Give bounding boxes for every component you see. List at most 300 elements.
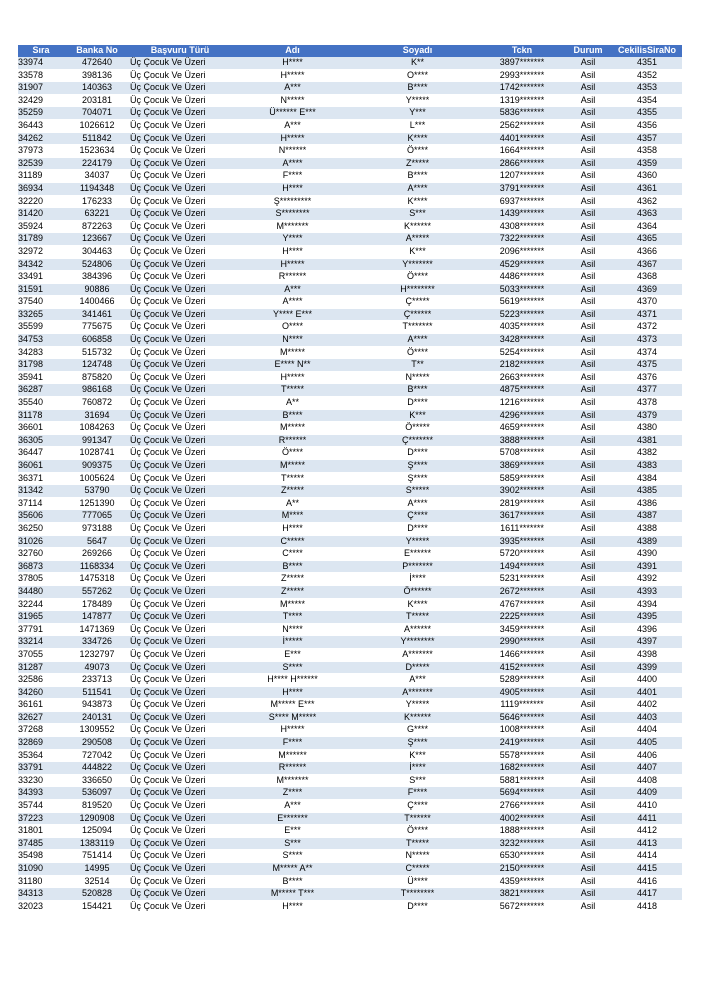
- cell-banka-no: 875820: [64, 371, 130, 384]
- cell-adi: M*****: [230, 346, 355, 359]
- table-row: [18, 132, 682, 145]
- cell-durum: Asil: [564, 245, 612, 258]
- cell-banka-no: 775675: [64, 321, 130, 334]
- cell-banka-no: 1194348: [64, 182, 130, 195]
- cell-sira: 36934: [18, 182, 64, 195]
- cell-durum: Asil: [564, 875, 612, 888]
- cell-basvuru-turu: Üç Çocuk Ve Üzeri: [130, 787, 230, 800]
- cell-basvuru-turu: Üç Çocuk Ve Üzeri: [130, 737, 230, 750]
- cell-durum: Asil: [564, 434, 612, 447]
- table-row: [18, 359, 682, 372]
- cell-cekilis-sira-no: 4415: [612, 863, 682, 876]
- cell-adi: Ş*********: [230, 195, 355, 208]
- cell-basvuru-turu: Üç Çocuk Ve Üzeri: [130, 573, 230, 586]
- cell-basvuru-turu: Üç Çocuk Ve Üzeri: [130, 762, 230, 775]
- cell-sira: 37114: [18, 497, 64, 510]
- cell-cekilis-sira-no: 4388: [612, 522, 682, 535]
- cell-banka-no: 34037: [64, 170, 130, 183]
- cell-banka-no: 1471369: [64, 623, 130, 636]
- cell-basvuru-turu: Üç Çocuk Ve Üzeri: [130, 636, 230, 649]
- cell-adi: M*****: [230, 598, 355, 611]
- cell-tckn: 6530*******: [480, 850, 564, 863]
- cell-tckn: 5672*******: [480, 900, 564, 913]
- cell-soyadi: A******: [355, 623, 480, 636]
- cell-tckn: 5720*******: [480, 548, 564, 561]
- cell-soyadi: A****: [355, 497, 480, 510]
- cell-soyadi: Ş****: [355, 737, 480, 750]
- cell-sira: 32586: [18, 674, 64, 687]
- cell-cekilis-sira-no: 4417: [612, 888, 682, 901]
- cell-banka-no: 704071: [64, 107, 130, 120]
- table-row: [18, 900, 682, 913]
- cell-adi: E***: [230, 648, 355, 661]
- cell-banka-no: 777065: [64, 510, 130, 523]
- table-row: [18, 57, 682, 69]
- cell-tckn: 1439*******: [480, 208, 564, 221]
- cell-sira: 31965: [18, 611, 64, 624]
- cell-banka-no: 63221: [64, 208, 130, 221]
- table-row: [18, 522, 682, 535]
- header-cekilis-sira-no: CekilisSiraNo: [612, 45, 682, 57]
- cell-sira: 37268: [18, 724, 64, 737]
- cell-cekilis-sira-no: 4352: [612, 69, 682, 82]
- cell-soyadi: A*****: [355, 233, 480, 246]
- cell-soyadi: C*****: [355, 863, 480, 876]
- cell-basvuru-turu: Üç Çocuk Ve Üzeri: [130, 560, 230, 573]
- cell-durum: Asil: [564, 296, 612, 309]
- cell-tckn: 4359*******: [480, 875, 564, 888]
- cell-adi: A****: [230, 157, 355, 170]
- cell-cekilis-sira-no: 4394: [612, 598, 682, 611]
- cell-tckn: 2663*******: [480, 371, 564, 384]
- cell-cekilis-sira-no: 4385: [612, 485, 682, 498]
- cell-banka-no: 973188: [64, 522, 130, 535]
- cell-soyadi: H********: [355, 283, 480, 296]
- cell-soyadi: N*****: [355, 371, 480, 384]
- cell-sira: 31801: [18, 825, 64, 838]
- cell-basvuru-turu: Üç Çocuk Ve Üzeri: [130, 94, 230, 107]
- cell-banka-no: 1084263: [64, 422, 130, 435]
- table-row: [18, 208, 682, 221]
- cell-sira: 31178: [18, 409, 64, 422]
- cell-soyadi: D****: [355, 447, 480, 460]
- cell-tckn: 3902*******: [480, 485, 564, 498]
- cell-basvuru-turu: Üç Çocuk Ve Üzeri: [130, 674, 230, 687]
- cell-tckn: 2866*******: [480, 157, 564, 170]
- cell-sira: 32220: [18, 195, 64, 208]
- cell-soyadi: B****: [355, 170, 480, 183]
- cell-soyadi: S*****: [355, 485, 480, 498]
- cell-cekilis-sira-no: 4408: [612, 774, 682, 787]
- cell-durum: Asil: [564, 497, 612, 510]
- cell-basvuru-turu: Üç Çocuk Ve Üzeri: [130, 510, 230, 523]
- cell-basvuru-turu: Üç Çocuk Ve Üzeri: [130, 69, 230, 82]
- cell-adi: B****: [230, 875, 355, 888]
- cell-tckn: 1008*******: [480, 724, 564, 737]
- cell-adi: A***: [230, 800, 355, 813]
- cell-durum: Asil: [564, 485, 612, 498]
- cell-sira: 35744: [18, 800, 64, 813]
- cell-cekilis-sira-no: 4406: [612, 749, 682, 762]
- cell-adi: H*****: [230, 69, 355, 82]
- cell-tckn: 1664*******: [480, 145, 564, 158]
- cell-banka-no: 125094: [64, 825, 130, 838]
- cell-adi: Z*****: [230, 485, 355, 498]
- cell-soyadi: Z*****: [355, 157, 480, 170]
- cell-adi: H*****: [230, 371, 355, 384]
- cell-soyadi: K******: [355, 711, 480, 724]
- cell-adi: T****: [230, 611, 355, 624]
- cell-durum: Asil: [564, 195, 612, 208]
- cell-adi: N****: [230, 334, 355, 347]
- cell-cekilis-sira-no: 4373: [612, 334, 682, 347]
- cell-banka-no: 472640: [64, 57, 130, 69]
- cell-tckn: 5033*******: [480, 283, 564, 296]
- cell-durum: Asil: [564, 699, 612, 712]
- cell-basvuru-turu: Üç Çocuk Ve Üzeri: [130, 472, 230, 485]
- table-row: [18, 334, 682, 347]
- cell-sira: 34262: [18, 132, 64, 145]
- cell-adi: M***** E***: [230, 699, 355, 712]
- table-row: [18, 346, 682, 359]
- cell-soyadi: N*****: [355, 850, 480, 863]
- cell-durum: Asil: [564, 800, 612, 813]
- cell-tckn: 5836*******: [480, 107, 564, 120]
- table-row: [18, 749, 682, 762]
- table-row: [18, 69, 682, 82]
- cell-soyadi: K******: [355, 220, 480, 233]
- cell-adi: C****: [230, 548, 355, 561]
- cell-sira: 37791: [18, 623, 64, 636]
- cell-sira: 32869: [18, 737, 64, 750]
- cell-tckn: 4875*******: [480, 384, 564, 397]
- cell-banka-no: 398136: [64, 69, 130, 82]
- cell-banka-no: 304463: [64, 245, 130, 258]
- cell-tckn: 4035*******: [480, 321, 564, 334]
- cell-banka-no: 524806: [64, 258, 130, 271]
- cell-basvuru-turu: Üç Çocuk Ve Üzeri: [130, 321, 230, 334]
- table-row: [18, 371, 682, 384]
- table-row: [18, 674, 682, 687]
- cell-banka-no: 203181: [64, 94, 130, 107]
- cell-adi: E***: [230, 825, 355, 838]
- cell-banka-no: 1028741: [64, 447, 130, 460]
- table-body: [18, 57, 682, 913]
- cell-sira: 36161: [18, 699, 64, 712]
- cell-sira: 34260: [18, 686, 64, 699]
- table-row: [18, 82, 682, 95]
- cell-adi: H*****: [230, 132, 355, 145]
- cell-banka-no: 986168: [64, 384, 130, 397]
- cell-soyadi: İ****: [355, 762, 480, 775]
- cell-banka-no: 511541: [64, 686, 130, 699]
- cell-durum: Asil: [564, 825, 612, 838]
- cell-tckn: 2419*******: [480, 737, 564, 750]
- cell-sira: 36250: [18, 522, 64, 535]
- cell-durum: Asil: [564, 548, 612, 561]
- cell-tckn: 4659*******: [480, 422, 564, 435]
- cell-cekilis-sira-no: 4401: [612, 686, 682, 699]
- table-row: [18, 573, 682, 586]
- cell-adi: E*******: [230, 812, 355, 825]
- cell-tckn: 2562*******: [480, 119, 564, 132]
- cell-soyadi: Ç****: [355, 800, 480, 813]
- cell-durum: Asil: [564, 585, 612, 598]
- cell-basvuru-turu: Üç Çocuk Ve Üzeri: [130, 774, 230, 787]
- table-row: [18, 296, 682, 309]
- cell-banka-no: 606858: [64, 334, 130, 347]
- header-basvuru-turu: Başvuru Türü: [130, 45, 230, 57]
- cell-durum: Asil: [564, 359, 612, 372]
- cell-durum: Asil: [564, 132, 612, 145]
- cell-durum: Asil: [564, 623, 612, 636]
- cell-adi: A**: [230, 497, 355, 510]
- cell-soyadi: B****: [355, 384, 480, 397]
- cell-durum: Asil: [564, 283, 612, 296]
- cell-adi: M***** T***: [230, 888, 355, 901]
- cell-tckn: 2672*******: [480, 585, 564, 598]
- cell-banka-no: 1290908: [64, 812, 130, 825]
- cell-sira: 33791: [18, 762, 64, 775]
- cell-banka-no: 224179: [64, 157, 130, 170]
- cell-basvuru-turu: Üç Çocuk Ve Üzeri: [130, 409, 230, 422]
- cell-tckn: 6937*******: [480, 195, 564, 208]
- cell-durum: Asil: [564, 334, 612, 347]
- cell-cekilis-sira-no: 4399: [612, 661, 682, 674]
- cell-basvuru-turu: Üç Çocuk Ve Üzeri: [130, 245, 230, 258]
- cell-basvuru-turu: Üç Çocuk Ve Üzeri: [130, 711, 230, 724]
- cell-adi: H****: [230, 57, 355, 69]
- cell-durum: Asil: [564, 535, 612, 548]
- cell-cekilis-sira-no: 4416: [612, 875, 682, 888]
- cell-banka-no: 444822: [64, 762, 130, 775]
- table-row: [18, 182, 682, 195]
- cell-durum: Asil: [564, 598, 612, 611]
- cell-durum: Asil: [564, 409, 612, 422]
- cell-tckn: 1611*******: [480, 522, 564, 535]
- cell-durum: Asil: [564, 774, 612, 787]
- cell-adi: A***: [230, 82, 355, 95]
- cell-basvuru-turu: Üç Çocuk Ve Üzeri: [130, 623, 230, 636]
- cell-basvuru-turu: Üç Çocuk Ve Üzeri: [130, 548, 230, 561]
- cell-soyadi: K***: [355, 409, 480, 422]
- cell-tckn: 4002*******: [480, 812, 564, 825]
- cell-cekilis-sira-no: 4362: [612, 195, 682, 208]
- cell-adi: Z****: [230, 787, 355, 800]
- cell-adi: S****: [230, 661, 355, 674]
- cell-soyadi: A****: [355, 334, 480, 347]
- cell-banka-no: 140363: [64, 82, 130, 95]
- cell-sira: 31287: [18, 661, 64, 674]
- cell-soyadi: Ç*******: [355, 434, 480, 447]
- cell-tckn: 1119*******: [480, 699, 564, 712]
- cell-adi: Y**** E***: [230, 308, 355, 321]
- cell-sira: 31591: [18, 283, 64, 296]
- cell-banka-no: 872263: [64, 220, 130, 233]
- cell-adi: M*******: [230, 220, 355, 233]
- cell-durum: Asil: [564, 863, 612, 876]
- cell-banka-no: 123667: [64, 233, 130, 246]
- cell-sira: 36061: [18, 460, 64, 473]
- cell-soyadi: L***: [355, 119, 480, 132]
- cell-cekilis-sira-no: 4392: [612, 573, 682, 586]
- cell-adi: A**: [230, 397, 355, 410]
- table-row: [18, 422, 682, 435]
- cell-sira: 31907: [18, 82, 64, 95]
- cell-sira: 34480: [18, 585, 64, 598]
- cell-cekilis-sira-no: 4365: [612, 233, 682, 246]
- cell-banka-no: 511842: [64, 132, 130, 145]
- header-durum: Durum: [564, 45, 612, 57]
- cell-tckn: 3821*******: [480, 888, 564, 901]
- cell-sira: 34313: [18, 888, 64, 901]
- cell-durum: Asil: [564, 837, 612, 850]
- cell-durum: Asil: [564, 510, 612, 523]
- table-row: [18, 598, 682, 611]
- cell-basvuru-turu: Üç Çocuk Ve Üzeri: [130, 850, 230, 863]
- cell-durum: Asil: [564, 724, 612, 737]
- table-row: [18, 434, 682, 447]
- cell-adi: Ö****: [230, 447, 355, 460]
- cell-cekilis-sira-no: 4381: [612, 434, 682, 447]
- cell-sira: 33974: [18, 57, 64, 69]
- cell-sira: 37805: [18, 573, 64, 586]
- table-row: [18, 800, 682, 813]
- cell-basvuru-turu: Üç Çocuk Ve Üzeri: [130, 800, 230, 813]
- cell-banka-no: 991347: [64, 434, 130, 447]
- cell-tckn: 4401*******: [480, 132, 564, 145]
- cell-basvuru-turu: Üç Çocuk Ve Üzeri: [130, 485, 230, 498]
- cell-tckn: 5619*******: [480, 296, 564, 309]
- cell-tckn: 3232*******: [480, 837, 564, 850]
- cell-basvuru-turu: Üç Çocuk Ve Üzeri: [130, 837, 230, 850]
- cell-soyadi: Ö*****: [355, 422, 480, 435]
- cell-durum: Asil: [564, 711, 612, 724]
- cell-sira: 32760: [18, 548, 64, 561]
- cell-adi: N*****: [230, 94, 355, 107]
- cell-cekilis-sira-no: 4405: [612, 737, 682, 750]
- cell-sira: 33230: [18, 774, 64, 787]
- cell-soyadi: K***: [355, 245, 480, 258]
- cell-soyadi: K***: [355, 749, 480, 762]
- cell-durum: Asil: [564, 900, 612, 913]
- cell-durum: Asil: [564, 233, 612, 246]
- cell-banka-no: 334726: [64, 636, 130, 649]
- table-row: [18, 888, 682, 901]
- cell-adi: M****: [230, 510, 355, 523]
- cell-basvuru-turu: Üç Çocuk Ve Üzeri: [130, 145, 230, 158]
- table-row: [18, 472, 682, 485]
- cell-durum: Asil: [564, 107, 612, 120]
- cell-adi: S**** M*****: [230, 711, 355, 724]
- cell-basvuru-turu: Üç Çocuk Ve Üzeri: [130, 900, 230, 913]
- cell-durum: Asil: [564, 888, 612, 901]
- table-row: [18, 737, 682, 750]
- cell-sira: 35924: [18, 220, 64, 233]
- cell-cekilis-sira-no: 4375: [612, 359, 682, 372]
- cell-tckn: 4529*******: [480, 258, 564, 271]
- cell-basvuru-turu: Üç Çocuk Ve Üzeri: [130, 296, 230, 309]
- cell-cekilis-sira-no: 4370: [612, 296, 682, 309]
- cell-cekilis-sira-no: 4410: [612, 800, 682, 813]
- cell-banka-no: 49073: [64, 661, 130, 674]
- cell-sira: 33265: [18, 308, 64, 321]
- cell-tckn: 4905*******: [480, 686, 564, 699]
- cell-basvuru-turu: Üç Çocuk Ve Üzeri: [130, 283, 230, 296]
- table-row: [18, 535, 682, 548]
- cell-banka-no: 90886: [64, 283, 130, 296]
- cell-basvuru-turu: Üç Çocuk Ve Üzeri: [130, 82, 230, 95]
- cell-adi: M*****: [230, 460, 355, 473]
- cell-sira: 31189: [18, 170, 64, 183]
- cell-durum: Asil: [564, 787, 612, 800]
- cell-basvuru-turu: Üç Çocuk Ve Üzeri: [130, 132, 230, 145]
- cell-basvuru-turu: Üç Çocuk Ve Üzeri: [130, 460, 230, 473]
- cell-adi: M***** A**: [230, 863, 355, 876]
- cell-durum: Asil: [564, 749, 612, 762]
- cell-cekilis-sira-no: 4409: [612, 787, 682, 800]
- cell-basvuru-turu: Üç Çocuk Ve Üzeri: [130, 308, 230, 321]
- table-row: [18, 510, 682, 523]
- cell-basvuru-turu: Üç Çocuk Ve Üzeri: [130, 346, 230, 359]
- cell-cekilis-sira-no: 4397: [612, 636, 682, 649]
- cell-sira: 35259: [18, 107, 64, 120]
- cell-tckn: 1207*******: [480, 170, 564, 183]
- table-row: [18, 384, 682, 397]
- cell-cekilis-sira-no: 4366: [612, 245, 682, 258]
- cell-sira: 37223: [18, 812, 64, 825]
- cell-durum: Asil: [564, 686, 612, 699]
- cell-cekilis-sira-no: 4380: [612, 422, 682, 435]
- cell-tckn: 3935*******: [480, 535, 564, 548]
- cell-cekilis-sira-no: 4402: [612, 699, 682, 712]
- table-row: [18, 308, 682, 321]
- cell-durum: Asil: [564, 661, 612, 674]
- cell-cekilis-sira-no: 4372: [612, 321, 682, 334]
- cell-durum: Asil: [564, 82, 612, 95]
- cell-cekilis-sira-no: 4354: [612, 94, 682, 107]
- table-row: [18, 623, 682, 636]
- cell-durum: Asil: [564, 271, 612, 284]
- header-sira: Sıra: [18, 45, 64, 57]
- cell-basvuru-turu: Üç Çocuk Ve Üzeri: [130, 875, 230, 888]
- cell-tckn: 1888*******: [480, 825, 564, 838]
- cell-basvuru-turu: Üç Çocuk Ve Üzeri: [130, 825, 230, 838]
- cell-cekilis-sira-no: 4377: [612, 384, 682, 397]
- cell-sira: 33578: [18, 69, 64, 82]
- table-row: [18, 220, 682, 233]
- cell-soyadi: İ****: [355, 573, 480, 586]
- cell-cekilis-sira-no: 4396: [612, 623, 682, 636]
- cell-basvuru-turu: Üç Çocuk Ve Üzeri: [130, 497, 230, 510]
- cell-durum: Asil: [564, 762, 612, 775]
- cell-cekilis-sira-no: 4413: [612, 837, 682, 850]
- cell-banka-no: 1232797: [64, 648, 130, 661]
- cell-banka-no: 557262: [64, 585, 130, 598]
- table-row: [18, 774, 682, 787]
- cell-soyadi: F****: [355, 787, 480, 800]
- cell-soyadi: S***: [355, 774, 480, 787]
- cell-soyadi: A*******: [355, 686, 480, 699]
- table-row: [18, 787, 682, 800]
- cell-sira: 36305: [18, 434, 64, 447]
- cell-basvuru-turu: Üç Çocuk Ve Üzeri: [130, 182, 230, 195]
- cell-soyadi: Ö****: [355, 145, 480, 158]
- table-row: [18, 145, 682, 158]
- cell-soyadi: K****: [355, 598, 480, 611]
- cell-banka-no: 31694: [64, 409, 130, 422]
- cell-durum: Asil: [564, 157, 612, 170]
